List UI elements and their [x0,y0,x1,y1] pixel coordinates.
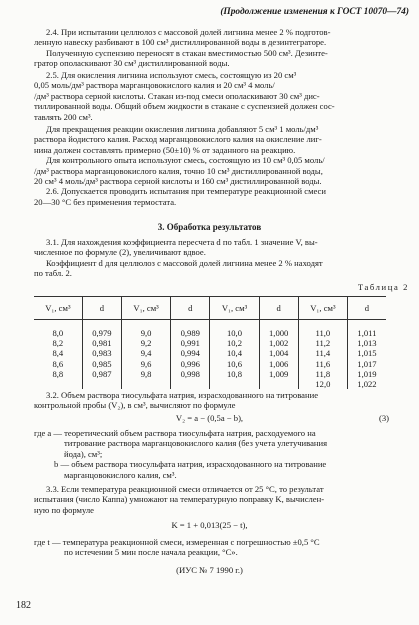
table-cell: 1,004 [259,348,298,358]
text-line: гратор ополаскивают 30 см³ дистиллированной воды. [34,58,230,69]
table-row [34,379,386,389]
formula-text: V₂ = a − (0,5a − b), [175,413,244,423]
table-row [34,359,386,369]
table-cell [210,379,259,389]
footer-reference: (ИУС № 7 1990 г.) [176,565,243,575]
table-cell: 0,985 [82,359,121,369]
table-cell: 8,0 [52,328,64,338]
column-header: d [82,297,121,320]
table-cell: 1,009 [259,369,298,379]
table-row [34,338,386,348]
text-line: ную по формуле [34,504,95,515]
text-line: йода), см³; [64,448,103,459]
table-cell [171,379,210,389]
text-line: испытания (число Каппа) умножают на температурную поправку K, вычислен- [34,494,325,505]
text-line: по табл. 2. [34,268,72,279]
table-cell: 10,6 [210,359,259,369]
table-row [34,369,386,379]
table-cell: 1,015 [347,348,386,358]
paragraph-3-1 [34,237,386,279]
table-cell: 0,987 [82,369,121,379]
table-cell: 1,000 [259,320,298,339]
table-cell: 1,013 [347,338,386,348]
column-header: d [259,297,298,320]
definitions-t [34,537,386,558]
table-cell: 1,022 [347,379,386,389]
table-cell: 1,017 [347,359,386,369]
text-line: /дм³ раствора серной кислоты. Стакан из-под смеси ополаскивают 30 см³ дис- [34,90,320,101]
running-header: (Продолжение изменения к ГОСТ 10070—74) [220,7,409,17]
table-cell: 9,0 [122,320,171,339]
text-line: 3.2. Объем раствора тиосульфата натрия, израсходованного на титрование [46,390,319,400]
table-row [34,348,386,358]
text-line: 2.4. При испытании целлюлоз с массовой долей лигнина менее 2 % подготов- [46,27,331,37]
table-cell: 9,6 [122,359,171,369]
text-line: 20—30 °С без применения термостата. [34,196,177,207]
table-cell: 1,006 [259,359,298,369]
section-heading: 3. Обработка результатов [157,222,262,232]
table-cell: 0,996 [171,359,210,369]
column-header: d [171,297,210,320]
table-header-row [34,297,386,320]
text-line: раствора йодистого калия. Расход марганцовокислого калия на окисление лиг- [34,134,322,145]
table-cell: 11,2 [298,338,347,348]
table-row [34,320,386,339]
text-line: тиллированной воды. Общий объем жидкости в стакане с суспензией должен сос- [34,101,335,112]
paragraph-2-4 [34,27,386,69]
text-line: 2.6. Допускается проводить испытания при температуре реакционной смеси [46,186,326,197]
table-cell: 10,0 [210,320,259,339]
table-cell: 9,4 [122,348,171,358]
text-line: Коэффициент d для целлюлоз с массовой долей лигнина менее 2 % находят [46,257,323,268]
formula-3 [0,413,419,423]
text-line: Для контрольного опыта используют смесь, состоящую из 10 см³ 0,05 моль/ [46,155,325,166]
table-cell: 11,8 [298,369,347,379]
text-line: Для прекращения реакции окисления лигнина добавляют 5 см³ 1 моль/дм³ [46,124,319,134]
column-header: V₁, см³ [45,302,71,313]
column-header: d [347,297,386,320]
table-cell: 0,979 [82,320,121,339]
table-cell [82,379,121,389]
definitions-a-b [34,428,386,480]
table-cell: 0,989 [171,320,210,339]
text-line: титрование раствора марганцовокислого калия (без учета улетучивания [64,438,328,449]
table-cell: 11,0 [298,320,347,339]
column-header: V₁, см³ [122,297,171,320]
text-line: 20 см³ 4 моль/дм³ раствора серной кислоты и 160 см³ дистиллированной воды. [34,176,322,187]
table-cell: 11,4 [298,348,347,358]
table-cell: 0,981 [82,338,121,348]
formula-number: (3) [378,413,389,423]
table-cell: 1,019 [347,369,386,379]
text-line: /дм³ раствора марганцовокислого калия, точно 10 см³ дистиллированной воды, [34,165,323,176]
table-cell: 8,4 [52,348,64,359]
text-line: 3.1. Для нахождения коэффициента пересчета d по табл. 1 значение V, вы- [46,237,318,247]
paragraph-control [34,124,386,207]
table-cell: 10,4 [210,348,259,358]
table-cell: 0,991 [171,338,210,348]
table-cell: 1,011 [347,320,386,339]
table-cell: 8,8 [52,368,64,379]
column-header: V₁, см³ [298,297,347,320]
paragraph-2-5 [34,70,386,122]
table-cell [259,379,298,389]
text-line: марганцовокислого калия, см³. [64,469,177,480]
table-cell: 8,6 [52,358,64,369]
paragraph-3-3 [34,484,386,515]
table-cell [34,379,82,389]
page-number: 182 [16,600,31,611]
table-cell: 9,8 [122,369,171,379]
text-line: ленную навеску разбивают в 100 см³ дистиллированной воды в дезинтеграторе. [34,37,327,48]
text-line: где a — теоретический объем раствора тиосульфата натрия, расходуемого на [34,428,316,438]
text-line: тавлять 200 см³. [34,111,93,122]
column-header: V₁, см³ [210,297,259,320]
text-line: нина должен составлять примерно (50±10) % от заданного на реакцию. [34,144,296,155]
text-line: где t — температура реакционной смеси, измеренная с погрешностью ±0,5 °С [34,537,320,547]
table-cell: 12,0 [298,379,347,389]
table-caption: Таблица 2 [357,282,409,292]
text-line: по истечении 5 мин после начала реакции, °С». [64,547,238,558]
table-cell: 8,2 [52,338,64,349]
formula-k: K = 1 + 0,013(25 − t), [171,520,248,530]
table-cell: 10,8 [210,369,259,379]
table-cell: 9,2 [122,338,171,348]
text-line: численное по формуле (2), увеличивают вдвое. [34,247,206,258]
text-line: b — объем раствора тиосульфата натрия, израсходованного на титрование [54,459,327,470]
table-cell: 0,983 [82,348,121,358]
text-line: 0,05 моль/дм³ раствора марганцовокислого калия и 20 см³ 4 моль/ [34,80,275,91]
table-cell: 11,6 [298,359,347,369]
text-line: 2.5. Для окисления лигнина используют смесь, состоящую из 20 см³ [46,70,297,80]
table-cell [122,379,171,389]
table-cell: 10,2 [210,338,259,348]
table-cell: 0,994 [171,348,210,358]
coefficient-table [34,296,386,389]
paragraph-3-2 [34,390,386,411]
text-line: контрольной пробы (V₂), в см³, вычисляют по формуле [34,400,236,411]
table-cell: 0,998 [171,369,210,379]
text-line: 3.3. Если температура реакционной смеси отличается от 25 °С, то результат [46,484,324,494]
text-line: Полученную суспензию переносят в стакан вместимостью 500 см³. Дезинте- [46,47,328,58]
table-cell: 1,002 [259,338,298,348]
